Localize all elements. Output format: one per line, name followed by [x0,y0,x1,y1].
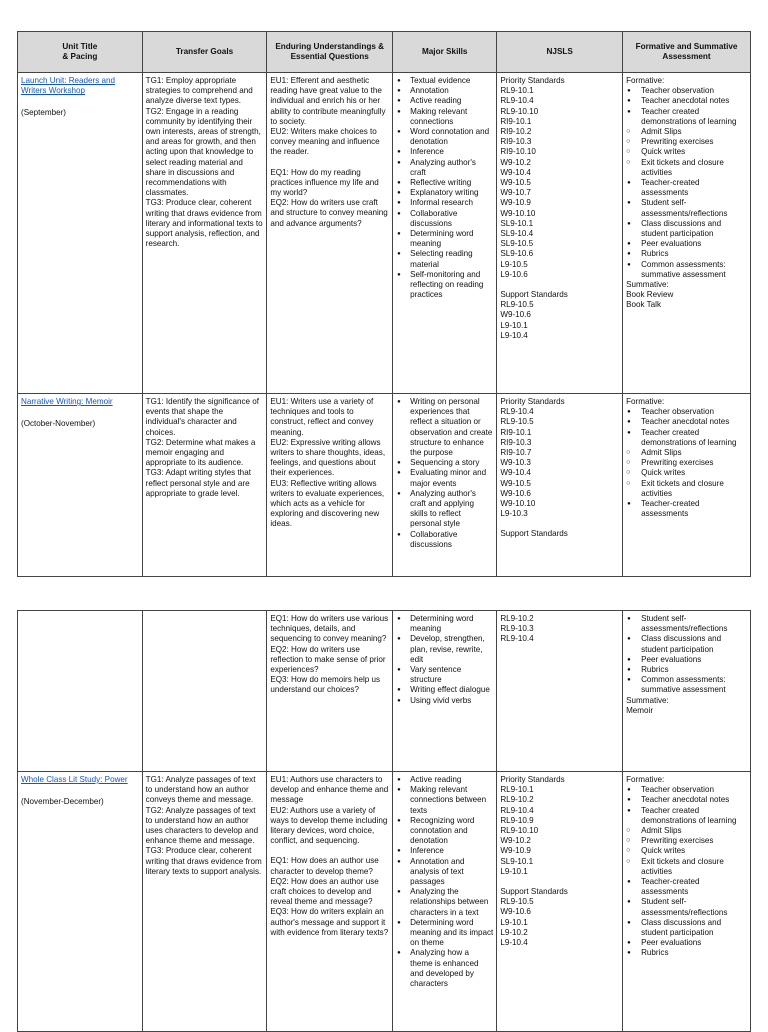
transfer-goals-text: TG1: Analyze passages of text to understand how an author conveys theme and message. TG2: Analyze passages of text to understand how an author uses characters to develop and enhance theme and message. TG3: Produce clear, coherent writing that draws evidence from literary texts to support analysis. [145,775,262,876]
summative-item: Book Talk [626,300,662,310]
transfer-goals-cell [142,394,267,577]
formative-label: Formative: [626,76,665,85]
eu-item: EQ1: How do my reading practices influence my life and my world? [270,167,379,198]
assessment-cell [623,73,751,394]
assessment-item: ○ Quick writes [626,468,747,478]
standard-code: RL9-10.10 [500,106,539,116]
skills-list [396,614,493,706]
standard-code: W9-10.10 [500,208,536,218]
assessment-item: ● Peer evaluations [626,239,747,249]
skill-item: ● Using vivid verbs [396,696,493,706]
eu-item: EU1: Efferent and aesthetic reading have great value to the individual and enrich his or her ability to contribute meaningfully to society. [270,76,386,126]
eu-item: EU1: Writers use a variety of techniques and tools to construct, reflect and convey meaning. [270,397,374,437]
standard-code: SL9-10.4 [500,229,534,239]
standard-code: W9-10.9 [500,198,531,208]
skill-item: ● Determining word meaning and its impact on theme [396,918,493,949]
skills-list [396,775,493,989]
spacer [270,158,389,168]
skill-item: ● Writing effect dialogue [396,685,493,695]
standard-code: W9-10.6 [500,907,531,917]
priority-standards-label: Priority Standards [500,775,565,784]
eu-item: EQ1: How does an author use character to develop theme? [270,856,379,876]
formative-label: Formative: [626,397,665,406]
transfer-goals-cell [142,73,267,394]
eu-item: EU3: Reflective writing allows writers to evaluate experiences, which acts as a vehicle for exploring and discovering new ideas. [270,478,385,529]
standard-code: RL9-10.2 [500,614,534,623]
assessment-item: ○ Prewriting exercises [626,137,747,147]
njsls-cell [497,772,623,1032]
assessment-item: ● Class discussions and student participation [626,918,747,938]
skill-item: ● Word connotation and denotation [396,127,493,147]
njsls-cell [497,611,623,772]
table-row [18,772,751,1032]
standard-code: W9-10.6 [500,488,531,498]
skill-item: ● Determining word meaning [396,614,493,634]
standard-code: RL9-10.5 [500,300,534,310]
priority-standards-label: Priority Standards [500,397,565,406]
assessment-item: ● Student self-assessments/reflections [626,614,747,634]
support-standards-label: Support Standards [500,887,568,897]
standard-code: RI9-10.1 [500,116,532,126]
spacer [270,846,389,856]
standard-code: W9-10.2 [500,157,531,167]
skill-item: ● Informal research [396,198,493,208]
skill-item: ● Selecting reading material [396,249,493,269]
formative-list [626,86,747,280]
eu-item: EU1: Authors use characters to develop and enhance theme and message [270,775,389,805]
unit-cell [18,611,143,772]
standard-code: W9-10.7 [500,188,531,198]
skills-list [396,76,493,300]
skill-item: ● Writing on personal experiences that reflect a situation or observation and create structure to enhance the purpose [396,397,493,458]
skill-item: ● Analyzing how a theme is enhanced and developed by characters [396,948,493,989]
standard-code: SL9-10.1 [500,856,534,866]
assessment-item: ● Teacher-created assessments [626,499,747,519]
skill-item: ● Textual evidence [396,76,493,86]
standard-code: RL9-10.1 [500,785,534,795]
standard-code: RI9-10.3 [500,137,532,147]
major-skills-cell [393,772,497,1032]
standard-code: RI9-10.1 [500,427,532,437]
formative-label: Formative: [626,775,665,784]
skill-item: ● Analyzing the relationships between characters in a text [396,887,493,918]
standard-code: RL9-10.4 [500,96,534,106]
assessment-item: ○ Admit Slips [626,448,747,458]
transfer-goals-text: TG1: Employ appropriate strategies to comprehend and analyze diverse text types. TG2: Engage in a reading community by identifying their own interests, areas of strength, and areas for growth, and then acting upon that knowledge to select reading material and share in discussions and recommendations with classmates. TG3: Produce clear, coherent writing that draws evidence from literary and informational texts to support analysis, reflection, and research. [145,76,263,249]
header-assessment: Formative and Summative Assessment [623,32,751,73]
standard-code: W9-10.4 [500,167,531,177]
enduring-understandings-cell [267,611,393,772]
support-standards-label: Support Standards [500,529,568,539]
major-skills-cell [393,394,497,577]
standard-code: W9-10.5 [500,478,531,488]
skill-item: ● Analyzing author's craft [396,158,493,178]
unit-cell [18,772,143,1032]
assessment-item: ● Teacher observation [626,407,747,417]
transfer-goals-text: TG1: Identify the significance of events that shape the individual's character and choices. TG2: Determine what makes a memoir engaging and appropriate to its audience. TG3: Adapt writing styles that reflect personal style and are appropriate to grade level. [145,397,260,498]
assessment-cell [623,611,751,772]
assessment-item: ○ Admit Slips [626,826,747,836]
skill-item: ● Making relevant connections between texts [396,785,493,816]
eu-item: EQ2: How does an author use craft choices to develop and reveal theme and message? [270,876,379,907]
transfer-goals-cell [142,772,267,1032]
header-row [18,32,751,73]
assessment-item: ● Peer evaluations [626,938,747,948]
curriculum-table-page-1 [17,31,751,577]
skill-item: ● Inference [396,147,493,157]
assessment-item: ● Common assessments: summative assessment [626,260,747,280]
standard-code: L9-10.2 [500,927,528,937]
standard-code: RL9-10.4 [500,634,534,644]
assessment-item: ● Rubrics [626,948,747,958]
eu-item: EU2: Expressive writing allows writers to share thoughts, ideas, feelings, and questions about their experiences. [270,437,386,478]
standard-code: RL9-10.4 [500,407,534,417]
eu-item: EQ3: How do memoirs help us understand our choices? [270,675,381,695]
standard-code: SL9-10.6 [500,249,534,259]
formative-list [626,407,747,519]
standard-code: RL9-10.5 [500,897,534,907]
standard-code: W9-10.2 [500,836,531,846]
skill-item: ● Collaborative discussions [396,209,493,229]
assessment-item: ● Student self-assessments/reflections [626,198,747,218]
unit-cell [18,73,143,394]
major-skills-cell [393,611,497,772]
standard-code: RI9-10.7 [500,448,532,458]
unit-pacing: (November-December) [21,797,104,807]
assessment-item: ● Teacher created demonstrations of learning [626,107,747,127]
eu-item: EQ2: How do writers use reflection to make sense of prior experiences? [270,644,386,675]
header-enduring-understandings: Enduring Understandings & Essential Questions [267,32,393,73]
skill-item: ● Making relevant connections [396,107,493,127]
header-transfer-goals: Transfer Goals [142,32,267,73]
standard-code: W9-10.3 [500,458,531,468]
assessment-item: ● Teacher anecdotal notes [626,96,747,106]
standard-code: RI9-10.3 [500,437,532,447]
eu-item: EQ3: How do writers explain an author's message and support it with evidence from literary texts? [270,907,389,937]
assessment-item: ● Class discussions and student participation [626,634,747,654]
summative-label: Summative: [626,280,669,290]
unit-title-link[interactable]: Whole Class Lit Study: Power [21,775,128,784]
enduring-understandings-cell [267,394,393,577]
priority-standards-label: Priority Standards [500,76,565,85]
eu-item: EQ2: How do writers use craft and structure to convey meaning and advance arguments? [270,198,388,228]
assessment-item: ○ Admit Slips [626,127,747,137]
unit-title-link[interactable]: Launch Unit: Readers and Writers Workshop [21,76,116,96]
header-unit-title: Unit Title & Pacing [18,32,143,73]
assessment-item: ○ Prewriting exercises [626,836,747,846]
skill-item: ● Reflective writing [396,178,493,188]
assessment-item: ● Teacher-created assessments [626,877,747,897]
standard-code: RL9-10.2 [500,795,534,805]
header-njsls: NJSLS [497,32,623,73]
skill-item: ● Determining word meaning [396,229,493,249]
summative-item: Book Review [626,290,674,300]
table-row [18,394,751,577]
assessment-item: ○ Exit tickets and closure activities [626,158,747,178]
eu-item: EU2: Authors use a variety of ways to develop theme including literary devices, word choice, conflict, and sequencing. [270,805,388,846]
enduring-understandings-cell [267,772,393,1032]
assessment-item: ● Rubrics [626,249,747,259]
standard-code: L9-10.5 [500,259,528,269]
eu-item: EU2: Writers make choices to convey meaning and influence the reader. [270,127,380,157]
header-major-skills: Major Skills [393,32,497,73]
skill-item: ● Recognizing word connotation and denotation [396,816,493,847]
standard-code: W9-10.10 [500,499,536,509]
njsls-cell [497,73,623,394]
skill-item: ● Explanatory writing [396,188,493,198]
table-row [18,73,751,394]
assessment-item: ● Teacher anecdotal notes [626,795,747,805]
curriculum-table-page-2 [17,610,751,1032]
assessment-item: ● Teacher created demonstrations of learning [626,806,747,826]
skill-item: ● Develop, strengthen, plan, revise, rewrite, edit [396,634,493,665]
assessment-item: ○ Exit tickets and closure activities [626,479,747,499]
skill-item: ● Sequencing a story [396,458,493,468]
skill-item: ● Annotation [396,86,493,96]
spacer [500,519,619,529]
standard-code: W9-10.9 [500,846,531,856]
standard-code: W9-10.4 [500,468,531,478]
standard-code: RL9-10.9 [500,815,534,825]
skill-item: ● Collaborative discussions [396,530,493,550]
assessment-item: ● Teacher created demonstrations of learning [626,428,747,448]
enduring-understandings-cell [267,73,393,394]
assessment-item: ○ Prewriting exercises [626,458,747,468]
skill-item: ● Annotation and analysis of text passages [396,857,493,888]
standard-code: RI9-10.10 [500,147,536,157]
standard-code: RL9-10.5 [500,417,534,427]
assessment-item: ● Class discussions and student participation [626,219,747,239]
standard-code: RI9-10.2 [500,127,532,137]
standard-code: L9-10.4 [500,938,528,948]
assessment-item: ● Peer evaluations [626,655,747,665]
summative-label: Summative: [626,695,669,705]
assessment-item: ● Rubrics [626,665,747,675]
skill-item: ● Active reading [396,775,493,785]
standard-code: L9-10.4 [500,330,528,340]
njsls-cell [497,394,623,577]
standard-code: RL9-10.3 [500,624,534,634]
skill-item: ● Inference [396,846,493,856]
unit-pacing: (September) [21,108,66,118]
assessment-cell [623,394,751,577]
spacer [500,877,619,887]
skill-item: ● Vary sentence structure [396,665,493,685]
unit-cell [18,394,143,577]
standard-code: RL9-10.4 [500,805,534,815]
standard-code: W9-10.6 [500,310,531,320]
major-skills-cell [393,73,497,394]
assessment-item: ○ Exit tickets and closure activities [626,857,747,877]
formative-list [626,785,747,958]
formative-list [626,614,747,696]
skill-item: ● Evaluating minor and major events [396,468,493,488]
transfer-goals-cell [142,611,267,772]
standard-code: L9-10.1 [500,866,528,876]
standard-code: L9-10.1 [500,917,528,927]
spacer [500,280,619,290]
assessment-item: ○ Quick writes [626,846,747,856]
unit-title-link[interactable]: Narrative Writing: Memoir [21,397,113,406]
eu-item: EQ1: How do writers use various techniques, details, and sequencing to convey meaning? [270,614,389,644]
standard-code: L9-10.1 [500,320,528,330]
summative-item: Memoir [626,705,654,715]
unit-pacing: (October-November) [21,419,96,429]
support-standards-label: Support Standards [500,290,568,300]
standard-code: W9-10.5 [500,178,531,188]
assessment-item: ● Student self-assessments/reflections [626,897,747,917]
standard-code: L9-10.3 [500,509,528,519]
skill-item: ● Analyzing author's craft and applying skills to reflect personal style [396,489,493,530]
table-row [18,611,751,772]
assessment-item: ● Teacher observation [626,86,747,96]
assessment-item: ● Teacher observation [626,785,747,795]
assessment-cell [623,772,751,1032]
skill-item: ● Self-monitoring and reflecting on reading practices [396,270,493,301]
assessment-item: ● Common assessments: summative assessment [626,675,747,695]
standard-code: SL9-10.1 [500,218,534,228]
assessment-item: ● Teacher anecdotal notes [626,417,747,427]
assessment-item: ● Teacher-created assessments [626,178,747,198]
standard-code: L9-10.6 [500,269,528,279]
skills-list [396,397,493,550]
standard-code: RL9-10.10 [500,826,539,836]
skill-item: ● Active reading [396,96,493,106]
assessment-item: ○ Quick writes [626,147,747,157]
standard-code: RL9-10.1 [500,86,534,96]
standard-code: SL9-10.5 [500,239,534,249]
